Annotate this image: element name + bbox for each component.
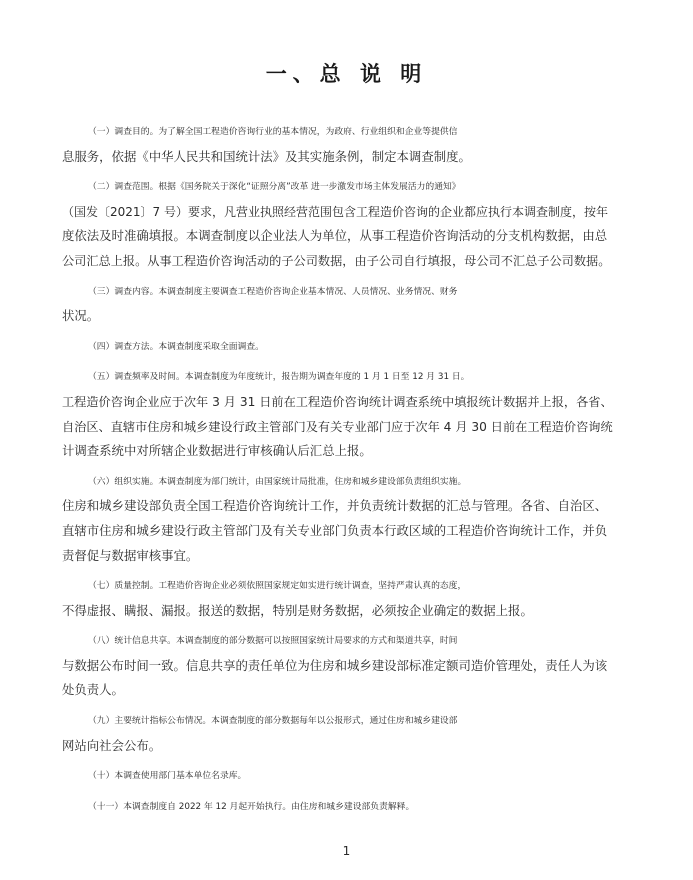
text-line: 工程造价咨询企业应于次年 3 月 31 日前在工程造价咨询统计调查系统中填报统计数据并上报，各省、	[62, 394, 613, 409]
paragraph	[62, 120, 614, 169]
text-line: （六）组织实施。本调查制度为部门统计，由国家统计局批准，住房和城乡建设部负责组织实施。	[88, 476, 467, 487]
body-text	[62, 120, 614, 825]
text-line: （一）调查目的。为了解全国工程造价咨询行业的基本情况，为政府、行业组织和企业等提供信	[88, 127, 458, 137]
text-line: （八）统计信息共享。本调查制度的部分数据可以按照国家统计局要求的方式和渠道共享，时间	[88, 636, 458, 647]
text-line: （四）调查方法。本调查制度采取全面调查。	[88, 341, 264, 352]
text-line: （三）调查内容。本调查制度主要调查工程造价咨询企业基本情况、人员情况、业务情况、财务	[88, 286, 458, 297]
text-line: 网站向社会公布。	[62, 737, 162, 753]
page-number: 1	[342, 844, 351, 858]
text-line: （国发〔2021〕7 号）要求，凡营业执照经营范围包含工程造价咨询的企业都应执行本调查制度，按年	[62, 204, 608, 219]
text-line: （十）本调查使用部门基本单位名录库。	[88, 771, 247, 782]
text-line: 公司汇总上报。从事工程造价咨询活动的子公司数据，由子公司自行填报，母公司不汇总子公司数据。	[62, 253, 611, 268]
paragraph	[62, 470, 614, 568]
text-line: （十一）本调查制度自 2022 年 12 月起开始执行。由住房和城乡建设部负责解释。	[88, 801, 415, 812]
paragraph	[62, 629, 614, 703]
text-line: 责督促与数据审核事宜。	[62, 547, 199, 563]
text-line: 与数据公布时间一致。信息共享的责任单位为住房和城乡建设部标准定额司造价管理处，责任人为该	[62, 657, 608, 673]
paragraph	[62, 280, 614, 329]
text-line: 不得虚报、瞒报、漏报。报送的数据，特别是财务数据，必须按企业确定的数据上报。	[62, 602, 533, 618]
paragraph	[62, 764, 614, 789]
text-line: 住房和城乡建设部负责全国工程造价咨询统计工作，并负责统计数据的汇总与管理。各省、自治区、	[62, 498, 608, 514]
text-line: 自治区、直辖市住房和城乡建设行政主管部门及有关专业部门应于次年 4 月 30 日前在工程造价咨询统	[62, 419, 613, 434]
text-line: （二）调查范围。根据《国务院关于深化“证照分离”改革 进一步激发市场主体发展活力的通知》	[88, 182, 461, 193]
text-line: （七）质量控制。工程造价咨询企业必须依照国家规定如实进行统计调查，坚持严肃认真的态度，	[88, 581, 467, 592]
paragraph	[62, 335, 614, 360]
paragraph	[62, 574, 614, 623]
text-line: （五）调查频率及时间。本调查制度为年度统计，报告期为调查年度的 1 月 1 日至 12 月 31 日。	[88, 372, 470, 383]
paragraph	[62, 795, 614, 820]
paragraph	[62, 709, 614, 758]
text-line: 直辖市住房和城乡建设行政主管部门及有关专业部门负责本行政区域的工程造价咨询统计工作，并负	[62, 522, 608, 538]
page-title: 一、总 说 明	[265, 62, 428, 86]
paragraph	[62, 175, 614, 273]
paragraph	[62, 365, 614, 463]
text-line: 度依法及时准确填报。本调查制度以企业法人为单位，从事工程造价咨询活动的分支机构数据，由总	[62, 228, 608, 244]
text-line: 处负责人。	[62, 682, 124, 698]
text-line: 状况。	[62, 308, 100, 324]
text-line: （九）主要统计指标公布情况。本调查制度的部分数据每年以公报形式，通过住房和城乡建设部	[88, 716, 458, 727]
text-line: 息服务，依据《中华人民共和国统计法》及其实施条例，制定本调查制度。	[62, 148, 471, 164]
text-line: 计调查系统中对所辖企业数据进行审核确认后汇总上报。	[62, 443, 372, 459]
